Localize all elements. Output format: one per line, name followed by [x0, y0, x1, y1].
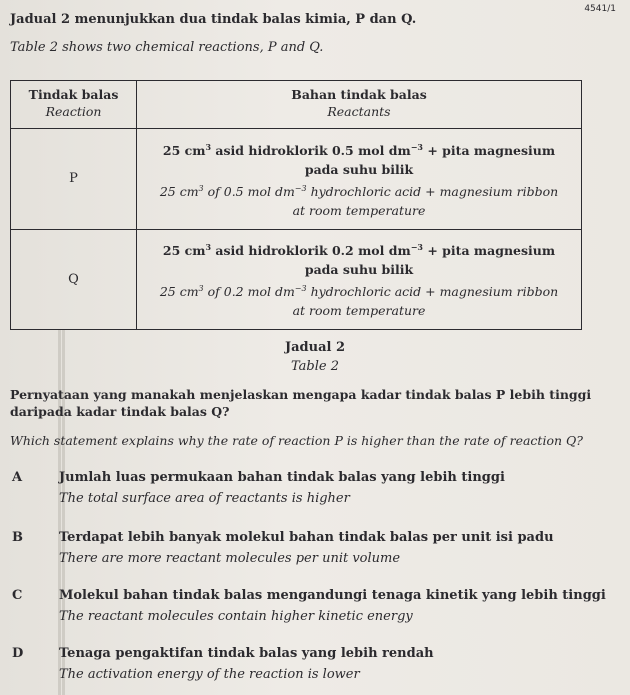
- option-letter: D: [12, 646, 24, 661]
- reactants-q-ms-line1: 25 $cm^3$ asid hidroklorik 0.2 mol $dm^{-3}$ + pita magnesium: [162, 242, 556, 259]
- header-reactants-ms: Bahan tindak balas: [291, 87, 427, 102]
- reactants-q: [137, 229, 582, 330]
- header-reaction-en: Reaction: [45, 104, 102, 119]
- header-reactants: [137, 81, 582, 129]
- header-reactants-en: Reactants: [327, 104, 391, 119]
- page-crease: [58, 330, 61, 695]
- reactants-q-en-line2: at room temperature: [292, 303, 426, 319]
- reactants-p-en-line2: at room temperature: [292, 202, 426, 218]
- option-text-en: The reactant molecules contain higher kinetic energy: [59, 609, 413, 624]
- page-crease: [62, 330, 65, 695]
- row-label-p: P: [11, 129, 137, 230]
- table-row-q: [11, 229, 582, 330]
- option-text-ms: Jumlah luas permukaan bahan tindak balas yang lebih tinggi: [59, 470, 505, 485]
- table-row-p: [11, 129, 582, 230]
- reactants-p-ms-line1: 25 $cm^3$ asid hidroklorik 0.5 mol $dm^{-3}$ + pita magnesium: [162, 141, 556, 158]
- row-label-q: Q: [11, 229, 137, 330]
- table-caption-ms: Jadual 2: [284, 340, 346, 355]
- reactants-p-ms-line2: pada suhu bilik: [304, 161, 414, 177]
- header-reaction-ms: Tindak balas: [28, 87, 119, 102]
- option-letter: C: [12, 588, 23, 603]
- table-header-row: [11, 81, 582, 129]
- reaction-table: [10, 80, 582, 330]
- reactants-q-en-line1: 25 $cm^3$ of 0.2 mol $dm^{-3}$ hydrochloric acid + magnesium ribbon: [159, 284, 559, 300]
- option-text-en: The activation energy of the reaction is lower: [59, 667, 360, 682]
- option-letter: A: [12, 470, 23, 485]
- header-reaction: [11, 81, 137, 129]
- option-text-ms: Tenaga pengaktifan tindak balas yang lebih rendah: [59, 646, 434, 661]
- reactants-p-en-line1: 25 $cm^3$ of 0.5 mol $dm^{-3}$ hydrochloric acid + magnesium ribbon: [159, 183, 559, 199]
- question-english: Which statement explains why the rate of reaction P is higher than the rate of reaction Q?: [10, 433, 583, 448]
- option-text-en: There are more reactant molecules per unit volume: [59, 551, 401, 566]
- intro-malay: Jadual 2 menunjukkan dua tindak balas kimia, P dan Q.: [10, 12, 417, 27]
- option-letter: B: [12, 530, 23, 545]
- reactants-q-ms-line2: pada suhu bilik: [304, 262, 414, 278]
- option-text-ms: Terdapat lebih banyak molekul bahan tindak balas per unit isi padu: [59, 530, 554, 545]
- option-text-en: The total surface area of reactants is higher: [59, 491, 350, 506]
- page-code: 4541/1: [584, 4, 616, 14]
- question-malay: Pernyataan yang manakah menjelaskan mengapa kadar tindak balas P lebih tinggi daripada kadar tindak balas Q?: [10, 387, 592, 419]
- table-caption-en: Table 2: [291, 359, 339, 374]
- reactants-p: [137, 129, 582, 230]
- option-text-ms: Molekul bahan tindak balas mengandungi tenaga kinetik yang lebih tinggi: [59, 588, 606, 603]
- intro-english: Table 2 shows two chemical reactions, P and Q.: [10, 40, 324, 55]
